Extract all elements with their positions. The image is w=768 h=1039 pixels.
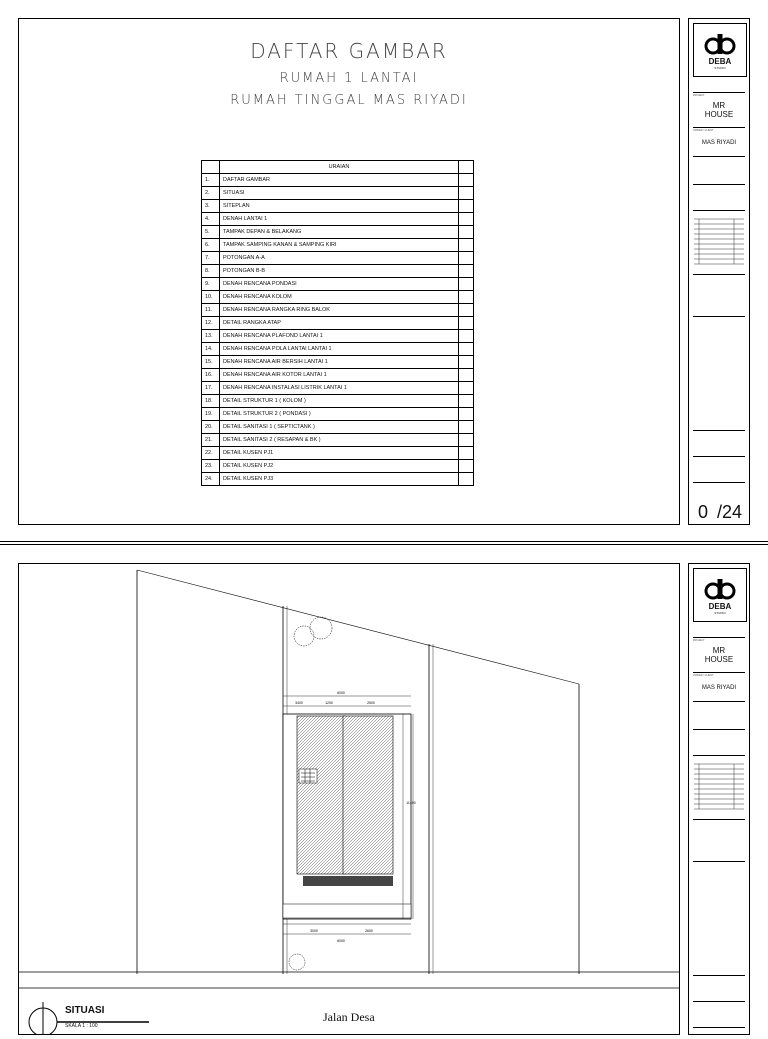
revision-table <box>694 762 744 812</box>
row-description: POTONGAN B-B <box>220 265 459 278</box>
table-row <box>202 447 474 460</box>
table-header-uraian: URAIAN <box>220 161 459 174</box>
dim-text: 3000 <box>310 929 318 933</box>
row-description: DETAIL KUSEN PJ1 <box>220 447 459 460</box>
row-number: 5. <box>202 226 220 239</box>
row-description: TAMPAK DEPAN & BELAKANG <box>220 226 459 239</box>
logo-subtext: STUDIO <box>714 66 726 70</box>
row-number: 9. <box>202 278 220 291</box>
road-label: Jalan Desa <box>323 1010 375 1024</box>
row-description: SITEPLAN <box>220 200 459 213</box>
row-description: DETAIL SANITASI 2 ( RESAPAN & BK ) <box>220 434 459 447</box>
drawing-sheet-situasi <box>0 544 768 1029</box>
row-number: 20. <box>202 421 220 434</box>
dim-text: 6000 <box>337 691 345 695</box>
owner-label: OWNER / CLIENT <box>693 129 714 132</box>
table-row <box>202 317 474 330</box>
situasi-scale: SKALA 1 : 100 <box>65 1023 98 1029</box>
row-description: DAFTAR GAMBAR <box>220 174 459 187</box>
row-description: DETAIL SANITASI 1 ( SEPTICTANK ) <box>220 421 459 434</box>
row-number: 15. <box>202 356 220 369</box>
row-number: 12. <box>202 317 220 330</box>
row-check-cell <box>459 226 474 239</box>
row-number: 19. <box>202 408 220 421</box>
row-number: 3. <box>202 200 220 213</box>
row-check-cell <box>459 187 474 200</box>
row-description: DENAH RENCANA AIR BERSIH LANTAI 1 <box>220 356 459 369</box>
dim-text: 2600 <box>365 929 373 933</box>
dim-text: 1200 <box>325 701 333 705</box>
row-check-cell <box>459 421 474 434</box>
logo-subtext: STUDIO <box>714 611 726 615</box>
row-number: 17. <box>202 382 220 395</box>
row-check-cell <box>459 252 474 265</box>
project-name-line2: HOUSE <box>704 110 734 119</box>
row-check-cell <box>459 408 474 421</box>
row-number: 1. <box>202 174 220 187</box>
row-description: TAMPAK SAMPING KANAN & SAMPING KIRI <box>220 239 459 252</box>
row-check-cell <box>459 239 474 252</box>
row-number: 11. <box>202 304 220 317</box>
drawing-frame-situasi <box>18 563 680 1035</box>
drawing-list-table <box>201 160 474 486</box>
situasi-title: SITUASI <box>65 1005 105 1016</box>
row-number: 10. <box>202 291 220 304</box>
row-number: 6. <box>202 239 220 252</box>
row-check-cell <box>459 473 474 486</box>
table-row <box>202 200 474 213</box>
row-check-cell <box>459 174 474 187</box>
deba-logo <box>693 568 747 622</box>
owner-name: MAS RIYADI <box>701 685 737 691</box>
row-description: DENAH RENCANA POLA LANTAI LANTAI 1 <box>220 343 459 356</box>
row-check-cell <box>459 291 474 304</box>
table-row <box>202 395 474 408</box>
title-block-2 <box>688 563 750 1035</box>
page-subtitle-1: RUMAH 1 LANTAI <box>279 71 419 86</box>
project-name-line1: MR <box>712 646 726 655</box>
project-label: PROJECT <box>693 639 705 642</box>
row-number: 14. <box>202 343 220 356</box>
row-check-cell <box>459 369 474 382</box>
owner-name: MAS RIYADI <box>701 140 737 146</box>
row-number: 23. <box>202 460 220 473</box>
dim-text: 6000 <box>337 939 345 943</box>
row-check-cell <box>459 382 474 395</box>
table-row <box>202 369 474 382</box>
row-check-cell <box>459 343 474 356</box>
row-description: SITUASI <box>220 187 459 200</box>
row-check-cell <box>459 200 474 213</box>
row-check-cell <box>459 317 474 330</box>
row-number: 2. <box>202 187 220 200</box>
row-check-cell <box>459 330 474 343</box>
table-row <box>202 460 474 473</box>
row-number: 21. <box>202 434 220 447</box>
title-block <box>688 18 750 525</box>
row-description: DENAH RENCANA AIR KOTOR LANTAI 1 <box>220 369 459 382</box>
row-description: DETAIL KUSEN PJ3 <box>220 473 459 486</box>
deba-logo <box>693 23 747 77</box>
table-row <box>202 213 474 226</box>
table-row <box>202 382 474 395</box>
row-number: 24. <box>202 473 220 486</box>
row-description: DENAH RENCANA KOLOM <box>220 291 459 304</box>
row-check-cell <box>459 356 474 369</box>
table-row <box>202 252 474 265</box>
page-title: DAFTAR GAMBAR <box>250 39 448 63</box>
row-description: DETAIL STRUKTUR 1 ( KOLOM ) <box>220 395 459 408</box>
row-check-cell <box>459 395 474 408</box>
row-number: 13. <box>202 330 220 343</box>
table-row <box>202 330 474 343</box>
row-description: DETAIL RANGKA ATAP <box>220 317 459 330</box>
table-row <box>202 473 474 486</box>
row-check-cell <box>459 434 474 447</box>
table-row <box>202 304 474 317</box>
dim-text: 2500 <box>367 701 375 705</box>
row-description: DENAH RENCANA INSTALASI LISTRIK LANTAI 1 <box>220 382 459 395</box>
row-description: POTONGAN A-A <box>220 252 459 265</box>
project-name-line1: MR <box>712 101 726 110</box>
row-description: DENAH LANTAI 1 <box>220 213 459 226</box>
row-check-cell <box>459 213 474 226</box>
row-description: DENAH RENCANA RANGKA RING BALOK <box>220 304 459 317</box>
table-row <box>202 239 474 252</box>
row-number: 4. <box>202 213 220 226</box>
table-row <box>202 434 474 447</box>
row-check-cell <box>459 304 474 317</box>
dim-text: 11400 <box>406 801 416 805</box>
project-name-line2: HOUSE <box>704 655 734 664</box>
row-check-cell <box>459 278 474 291</box>
row-number: 18. <box>202 395 220 408</box>
row-check-cell <box>459 265 474 278</box>
project-label: PROJECT <box>693 94 705 97</box>
row-check-cell <box>459 447 474 460</box>
table-row <box>202 421 474 434</box>
table-row <box>202 343 474 356</box>
row-description: DETAIL KUSEN PJ2 <box>220 460 459 473</box>
row-number: 22. <box>202 447 220 460</box>
row-description: DETAIL STRUKTUR 2 ( PONDASI ) <box>220 408 459 421</box>
table-row <box>202 408 474 421</box>
logo-text: DEBA <box>708 57 732 66</box>
row-number: 16. <box>202 369 220 382</box>
logo-text: DEBA <box>708 602 732 611</box>
table-row <box>202 291 474 304</box>
sheet-current: 0 <box>698 502 709 522</box>
row-description: DENAH RENCANA PONDASI <box>220 278 459 291</box>
row-description: DENAH RENCANA PLAFOND LANTAI 1 <box>220 330 459 343</box>
row-number: 8. <box>202 265 220 278</box>
table-row <box>202 226 474 239</box>
table-row <box>202 278 474 291</box>
table-row <box>202 356 474 369</box>
dim-text: 3400 <box>295 701 303 705</box>
owner-label: OWNER / CLIENT <box>693 674 714 677</box>
table-row <box>202 265 474 278</box>
site-plan-drawing <box>19 564 679 1034</box>
table-row <box>202 187 474 200</box>
sheet-number <box>698 502 742 523</box>
page-subtitle-2: RUMAH TINGGAL MAS RIYADI <box>230 93 468 108</box>
table-row <box>202 174 474 187</box>
table-header-row <box>202 161 474 174</box>
revision-table <box>694 217 744 267</box>
row-number: 7. <box>202 252 220 265</box>
row-check-cell <box>459 460 474 473</box>
sheet-total: /24 <box>717 502 743 522</box>
